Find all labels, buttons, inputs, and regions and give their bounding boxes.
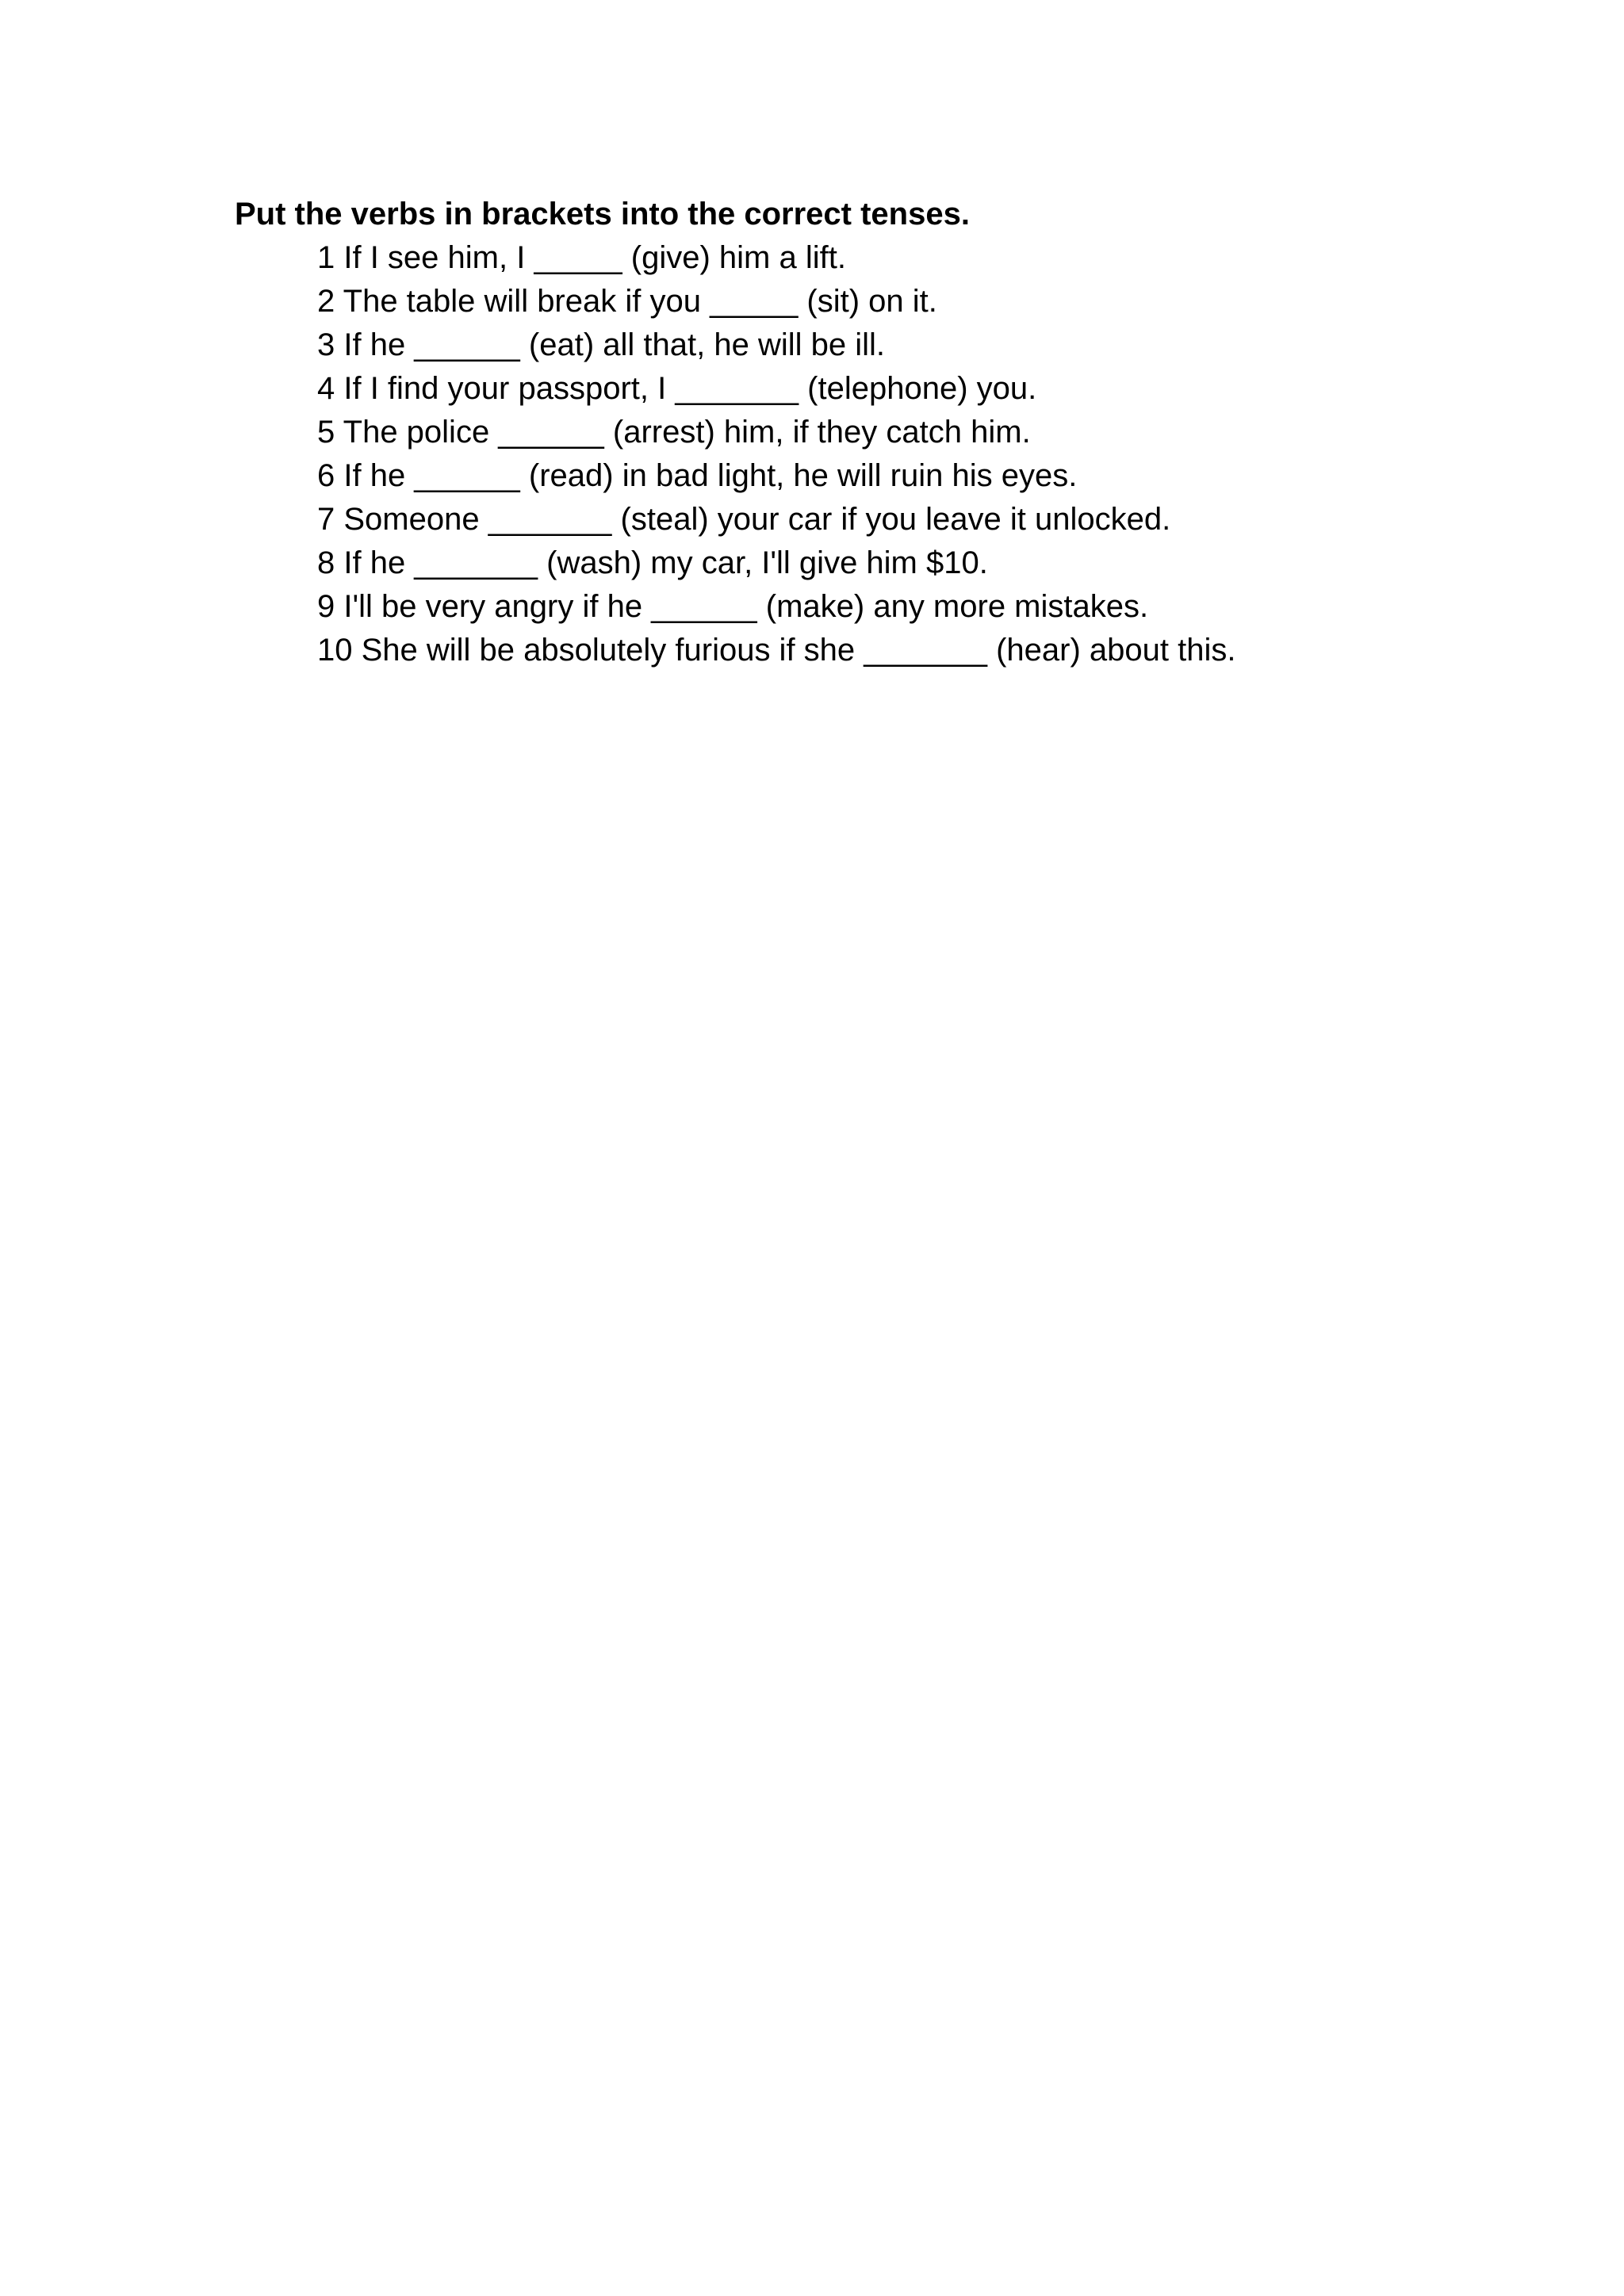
exercise-item-3: 3 If he ______ (eat) all that, he will be ill.: [317, 327, 885, 362]
exercise-item-10: 10 She will be absolutely furious if she _______ (hear) about this.: [317, 633, 1236, 668]
exercise-item-9: 9 I'll be very angry if he ______ (make) any more mistakes.: [317, 589, 1149, 624]
exercise-item-8: 8 If he _______ (wash) my car, I'll give him $10.: [317, 545, 988, 580]
exercise-item-7: 7 Someone _______ (steal) your car if you leave it unlocked.: [317, 502, 1171, 537]
exercise-item-5: 5 The police ______ (arrest) him, if they catch him.: [317, 415, 1031, 450]
exercise-item-4: 4 If I find your passport, I _______ (telephone) you.: [317, 371, 1037, 406]
instruction-heading: Put the verbs in brackets into the correct tenses.: [235, 197, 970, 232]
exercise-item-6: 6 If he ______ (read) in bad light, he will ruin his eyes.: [317, 458, 1078, 493]
exercise-list: [317, 236, 1236, 672]
exercise-item-1: 1 If I see him, I _____ (give) him a lift.: [317, 240, 846, 275]
exercise-item-2: 2 The table will break if you _____ (sit) on it.: [317, 284, 937, 319]
